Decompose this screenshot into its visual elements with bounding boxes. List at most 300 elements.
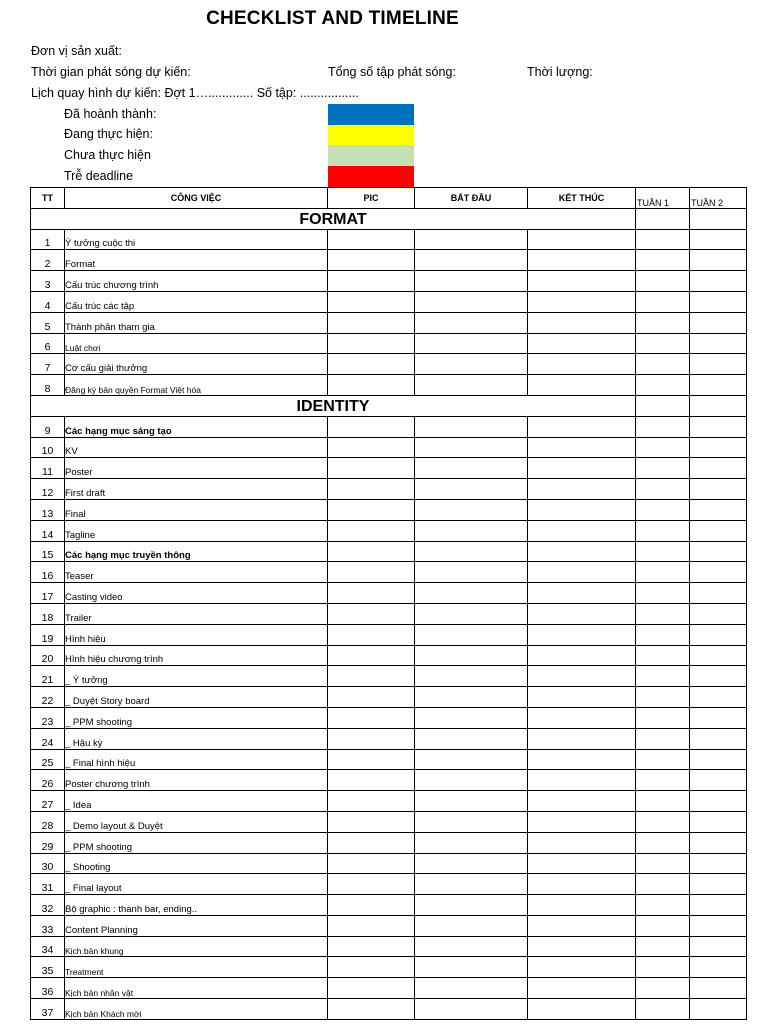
week2-cell[interactable] (690, 957, 747, 978)
table-row (31, 999, 747, 1020)
pic-cell[interactable] (328, 520, 415, 541)
pic-cell[interactable] (328, 791, 415, 812)
week2-cell[interactable] (690, 291, 747, 312)
table-row (31, 562, 747, 583)
checklist-table (30, 187, 747, 1020)
start-date-cell[interactable] (415, 229, 528, 250)
start-date-cell[interactable] (415, 479, 528, 500)
row-number: 5 (31, 312, 65, 333)
end-date-cell[interactable] (528, 541, 636, 562)
task-cell: _ Duyệt Story board (65, 687, 328, 708)
task-cell: Casting video (65, 583, 328, 604)
table-row (31, 333, 747, 354)
week1-cell[interactable] (636, 499, 690, 520)
week2-cell[interactable] (690, 936, 747, 957)
legend-not-started-label: Chưa thực hiện (64, 148, 151, 162)
week1-cell[interactable] (636, 603, 690, 624)
task-cell: Teaser (65, 562, 328, 583)
row-number: 7 (31, 354, 65, 375)
table-row (31, 229, 747, 250)
end-date-cell[interactable] (528, 666, 636, 687)
row-number: 33 (31, 915, 65, 936)
week2-cell[interactable] (690, 603, 747, 624)
pic-cell[interactable] (328, 832, 415, 853)
table-row (31, 375, 747, 396)
pic-cell[interactable] (328, 229, 415, 250)
start-date-cell[interactable] (415, 333, 528, 354)
row-number: 12 (31, 479, 65, 500)
pic-cell[interactable] (328, 583, 415, 604)
legend-late-label: Trễ deadline (64, 169, 134, 183)
start-date-cell[interactable] (415, 749, 528, 770)
row-number: 30 (31, 853, 65, 874)
start-date-cell[interactable] (415, 416, 528, 437)
table-row (31, 354, 747, 375)
start-date-cell[interactable] (415, 583, 528, 604)
week2-cell[interactable] (690, 999, 747, 1020)
table-row (31, 936, 747, 957)
pic-cell[interactable] (328, 957, 415, 978)
week2-cell[interactable] (690, 499, 747, 520)
document-title: CHECKLIST AND TIMELINE (206, 8, 459, 29)
end-date-cell[interactable] (528, 936, 636, 957)
start-date-cell[interactable] (415, 562, 528, 583)
table-row (31, 957, 747, 978)
section-title: IDENTITY (31, 395, 636, 416)
row-number: 31 (31, 874, 65, 895)
week2-cell[interactable] (690, 791, 747, 812)
start-date-cell[interactable] (415, 687, 528, 708)
start-date-cell[interactable] (415, 458, 528, 479)
table-row (31, 687, 747, 708)
task-cell: _ Idea (65, 791, 328, 812)
week2-cell[interactable] (690, 229, 747, 250)
table-row (31, 978, 747, 999)
week2-cell[interactable] (690, 333, 747, 354)
pic-cell[interactable] (328, 749, 415, 770)
pic-cell[interactable] (328, 271, 415, 292)
row-number: 19 (31, 624, 65, 645)
table-row (31, 479, 747, 500)
table-row (31, 645, 747, 666)
week1-cell[interactable] (636, 312, 690, 333)
end-date-cell[interactable] (528, 624, 636, 645)
start-date-cell[interactable] (415, 624, 528, 645)
week1-cell[interactable] (636, 791, 690, 812)
task-cell: _ Final layout (65, 874, 328, 895)
header-week1: TUẦN 1 (636, 188, 690, 209)
week2-cell[interactable] (690, 811, 747, 832)
row-number: 18 (31, 603, 65, 624)
pic-cell[interactable] (328, 562, 415, 583)
row-number: 3 (31, 271, 65, 292)
week2-cell[interactable] (690, 770, 747, 791)
pic-cell[interactable] (328, 915, 415, 936)
table-row (31, 770, 747, 791)
start-date-cell[interactable] (415, 832, 528, 853)
week2-cell[interactable] (690, 250, 747, 271)
header-task: CÔNG VIỆC (65, 188, 328, 209)
week1-cell[interactable] (636, 811, 690, 832)
pic-cell[interactable] (328, 437, 415, 458)
task-cell: Các hạng mục sáng tạo (65, 416, 328, 437)
week1-cell[interactable] (636, 957, 690, 978)
end-date-cell[interactable] (528, 437, 636, 458)
section-title: FORMAT (31, 208, 636, 229)
row-number: 9 (31, 416, 65, 437)
start-date-cell[interactable] (415, 728, 528, 749)
pic-cell[interactable] (328, 895, 415, 916)
start-date-cell[interactable] (415, 811, 528, 832)
end-date-cell[interactable] (528, 791, 636, 812)
start-date-cell[interactable] (415, 895, 528, 916)
pic-cell[interactable] (328, 811, 415, 832)
end-date-cell[interactable] (528, 291, 636, 312)
pic-cell[interactable] (328, 687, 415, 708)
table-row (31, 832, 747, 853)
table-row (31, 520, 747, 541)
start-date-cell[interactable] (415, 874, 528, 895)
duration-label: Thời lượng: (527, 65, 593, 79)
week2-cell[interactable] (690, 645, 747, 666)
end-date-cell[interactable] (528, 416, 636, 437)
week1-cell[interactable] (636, 687, 690, 708)
pic-cell[interactable] (328, 666, 415, 687)
start-date-cell[interactable] (415, 250, 528, 271)
pic-cell[interactable] (328, 999, 415, 1020)
task-cell: Hình hiệu chương trình (65, 645, 328, 666)
end-date-cell[interactable] (528, 853, 636, 874)
legend-in-progress-label: Đang thực hiện: (64, 127, 153, 141)
row-number: 11 (31, 458, 65, 479)
start-date-cell[interactable] (415, 791, 528, 812)
week2-cell[interactable] (690, 853, 747, 874)
start-date-cell[interactable] (415, 271, 528, 292)
start-date-cell[interactable] (415, 291, 528, 312)
pic-cell[interactable] (328, 770, 415, 791)
week1-cell[interactable] (636, 999, 690, 1020)
end-date-cell[interactable] (528, 479, 636, 500)
table-row (31, 541, 747, 562)
table-row (31, 666, 747, 687)
start-date-cell[interactable] (415, 312, 528, 333)
producer-label: Đơn vị sản xuất: (31, 44, 122, 58)
pic-cell[interactable] (328, 354, 415, 375)
pic-cell[interactable] (328, 603, 415, 624)
end-date-cell[interactable] (528, 687, 636, 708)
row-number: 20 (31, 645, 65, 666)
week2-cell[interactable] (690, 687, 747, 708)
row-number: 28 (31, 811, 65, 832)
week2-cell[interactable] (690, 728, 747, 749)
row-number: 34 (31, 936, 65, 957)
task-cell: Format (65, 250, 328, 271)
end-date-cell[interactable] (528, 874, 636, 895)
week1-cell[interactable] (636, 832, 690, 853)
pic-cell[interactable] (328, 728, 415, 749)
end-date-cell[interactable] (528, 250, 636, 271)
row-number: 26 (31, 770, 65, 791)
week2-cell[interactable] (690, 541, 747, 562)
start-date-cell[interactable] (415, 936, 528, 957)
row-number: 32 (31, 895, 65, 916)
week1-cell[interactable] (636, 645, 690, 666)
task-cell: Kịch bản nhân vật (65, 978, 328, 999)
legend-not-started-swatch (328, 145, 414, 166)
table-row (31, 291, 747, 312)
end-date-cell[interactable] (528, 957, 636, 978)
end-date-cell[interactable] (528, 375, 636, 396)
row-number: 25 (31, 749, 65, 770)
week2-cell[interactable] (690, 832, 747, 853)
row-number: 22 (31, 687, 65, 708)
week1-cell[interactable] (636, 375, 690, 396)
row-number: 6 (31, 333, 65, 354)
week2-cell[interactable] (690, 562, 747, 583)
week1-cell[interactable] (636, 853, 690, 874)
task-cell: Cơ cấu giải thưởng (65, 354, 328, 375)
end-date-cell[interactable] (528, 749, 636, 770)
week1-cell[interactable] (636, 583, 690, 604)
header-start: BẮT ĐẦU (415, 188, 528, 209)
week2-cell[interactable] (690, 437, 747, 458)
pic-cell[interactable] (328, 707, 415, 728)
task-cell: Content Planning (65, 915, 328, 936)
row-number: 35 (31, 957, 65, 978)
end-date-cell[interactable] (528, 645, 636, 666)
week1-cell[interactable] (636, 229, 690, 250)
pic-cell[interactable] (328, 645, 415, 666)
start-date-cell[interactable] (415, 957, 528, 978)
header-end: KẾT THÚC (528, 188, 636, 209)
week-cell[interactable] (690, 208, 747, 229)
table-row (31, 853, 747, 874)
end-date-cell[interactable] (528, 458, 636, 479)
end-date-cell[interactable] (528, 562, 636, 583)
start-date-cell[interactable] (415, 354, 528, 375)
week2-cell[interactable] (690, 583, 747, 604)
task-cell: Trailer (65, 603, 328, 624)
task-cell: Tagline (65, 520, 328, 541)
end-date-cell[interactable] (528, 333, 636, 354)
header-tt: TT (31, 188, 65, 209)
week1-cell[interactable] (636, 333, 690, 354)
week2-cell[interactable] (690, 271, 747, 292)
task-cell: Poster (65, 458, 328, 479)
pic-cell[interactable] (328, 458, 415, 479)
week1-cell[interactable] (636, 874, 690, 895)
table-row (31, 915, 747, 936)
task-cell: Poster chương trình (65, 770, 328, 791)
week2-cell[interactable] (690, 915, 747, 936)
task-cell: _ Final hình hiệu (65, 749, 328, 770)
pic-cell[interactable] (328, 499, 415, 520)
week2-cell[interactable] (690, 874, 747, 895)
start-date-cell[interactable] (415, 437, 528, 458)
task-cell: Kịch bản Khách mời (65, 999, 328, 1020)
week2-cell[interactable] (690, 375, 747, 396)
table-row (31, 603, 747, 624)
task-cell: KV (65, 437, 328, 458)
week2-cell[interactable] (690, 312, 747, 333)
task-cell: Bộ graphic : thanh bar, ending.. (65, 895, 328, 916)
week-cell[interactable] (636, 395, 690, 416)
table-row (31, 312, 747, 333)
start-date-cell[interactable] (415, 645, 528, 666)
end-date-cell[interactable] (528, 915, 636, 936)
row-number: 17 (31, 583, 65, 604)
total-episodes-label: Tổng số tập phát sóng: (328, 65, 456, 79)
week1-cell[interactable] (636, 562, 690, 583)
pic-cell[interactable] (328, 541, 415, 562)
week2-cell[interactable] (690, 416, 747, 437)
row-number: 1 (31, 229, 65, 250)
week1-cell[interactable] (636, 728, 690, 749)
week1-cell[interactable] (636, 479, 690, 500)
week1-cell[interactable] (636, 707, 690, 728)
week2-cell[interactable] (690, 520, 747, 541)
table-row (31, 791, 747, 812)
row-number: 4 (31, 291, 65, 312)
week1-cell[interactable] (636, 416, 690, 437)
week1-cell[interactable] (636, 666, 690, 687)
week-cell[interactable] (636, 208, 690, 229)
row-number: 13 (31, 499, 65, 520)
start-date-cell[interactable] (415, 853, 528, 874)
end-date-cell[interactable] (528, 832, 636, 853)
table-row (31, 458, 747, 479)
row-number: 24 (31, 728, 65, 749)
week2-cell[interactable] (690, 895, 747, 916)
end-date-cell[interactable] (528, 583, 636, 604)
task-cell: Kịch bản khung (65, 936, 328, 957)
pic-cell[interactable] (328, 936, 415, 957)
pic-cell[interactable] (328, 250, 415, 271)
pic-cell[interactable] (328, 978, 415, 999)
pic-cell[interactable] (328, 624, 415, 645)
end-date-cell[interactable] (528, 499, 636, 520)
table-row (31, 437, 747, 458)
task-cell: Cấu trúc các tập (65, 291, 328, 312)
week2-cell[interactable] (690, 624, 747, 645)
week2-cell[interactable] (690, 458, 747, 479)
table-row (31, 707, 747, 728)
pic-cell[interactable] (328, 874, 415, 895)
task-cell: Các hạng mục truyền thông (65, 541, 328, 562)
week1-cell[interactable] (636, 936, 690, 957)
pic-cell[interactable] (328, 375, 415, 396)
week1-cell[interactable] (636, 749, 690, 770)
end-date-cell[interactable] (528, 978, 636, 999)
task-cell: _ PPM shooting (65, 832, 328, 853)
week1-cell[interactable] (636, 291, 690, 312)
table-row (31, 624, 747, 645)
end-date-cell[interactable] (528, 811, 636, 832)
start-date-cell[interactable] (415, 541, 528, 562)
week2-cell[interactable] (690, 666, 747, 687)
week2-cell[interactable] (690, 479, 747, 500)
pic-cell[interactable] (328, 312, 415, 333)
task-cell: Hình hiệu (65, 624, 328, 645)
table-row (31, 583, 747, 604)
start-date-cell[interactable] (415, 999, 528, 1020)
table-row (31, 271, 747, 292)
end-date-cell[interactable] (528, 520, 636, 541)
week2-cell[interactable] (690, 707, 747, 728)
pic-cell[interactable] (328, 333, 415, 354)
week1-cell[interactable] (636, 895, 690, 916)
start-date-cell[interactable] (415, 978, 528, 999)
legend-completed-swatch (328, 104, 414, 125)
end-date-cell[interactable] (528, 707, 636, 728)
row-number: 8 (31, 375, 65, 396)
start-date-cell[interactable] (415, 666, 528, 687)
start-date-cell[interactable] (415, 770, 528, 791)
week1-cell[interactable] (636, 624, 690, 645)
week1-cell[interactable] (636, 520, 690, 541)
start-date-cell[interactable] (415, 520, 528, 541)
week1-cell[interactable] (636, 458, 690, 479)
table-row (31, 416, 747, 437)
pic-cell[interactable] (328, 853, 415, 874)
row-number: 37 (31, 999, 65, 1020)
week1-cell[interactable] (636, 354, 690, 375)
header-pic: PIC (328, 188, 415, 209)
task-cell: _ Demo layout & Duyệt (65, 811, 328, 832)
end-date-cell[interactable] (528, 603, 636, 624)
row-number: 10 (31, 437, 65, 458)
legend-completed-label: Đã hoành thành: (64, 107, 157, 121)
task-cell: First draft (65, 479, 328, 500)
week1-cell[interactable] (636, 250, 690, 271)
start-date-cell[interactable] (415, 375, 528, 396)
end-date-cell[interactable] (528, 770, 636, 791)
end-date-cell[interactable] (528, 312, 636, 333)
table-row (31, 895, 747, 916)
end-date-cell[interactable] (528, 354, 636, 375)
week2-cell[interactable] (690, 354, 747, 375)
end-date-cell[interactable] (528, 999, 636, 1020)
task-cell: _ Shooting (65, 853, 328, 874)
week1-cell[interactable] (636, 437, 690, 458)
start-date-cell[interactable] (415, 499, 528, 520)
week2-cell[interactable] (690, 978, 747, 999)
row-number: 36 (31, 978, 65, 999)
week1-cell[interactable] (636, 770, 690, 791)
row-number: 27 (31, 791, 65, 812)
task-cell: Final (65, 499, 328, 520)
week1-cell[interactable] (636, 271, 690, 292)
start-date-cell[interactable] (415, 915, 528, 936)
week1-cell[interactable] (636, 915, 690, 936)
start-date-cell[interactable] (415, 707, 528, 728)
pic-cell[interactable] (328, 291, 415, 312)
start-date-cell[interactable] (415, 603, 528, 624)
legend-late-swatch (328, 166, 414, 187)
table-row (31, 250, 747, 271)
week-cell[interactable] (690, 395, 747, 416)
end-date-cell[interactable] (528, 728, 636, 749)
end-date-cell[interactable] (528, 229, 636, 250)
pic-cell[interactable] (328, 479, 415, 500)
week1-cell[interactable] (636, 978, 690, 999)
week2-cell[interactable] (690, 749, 747, 770)
week1-cell[interactable] (636, 541, 690, 562)
end-date-cell[interactable] (528, 895, 636, 916)
pic-cell[interactable] (328, 416, 415, 437)
end-date-cell[interactable] (528, 271, 636, 292)
task-cell: Cấu trúc chương trình (65, 271, 328, 292)
